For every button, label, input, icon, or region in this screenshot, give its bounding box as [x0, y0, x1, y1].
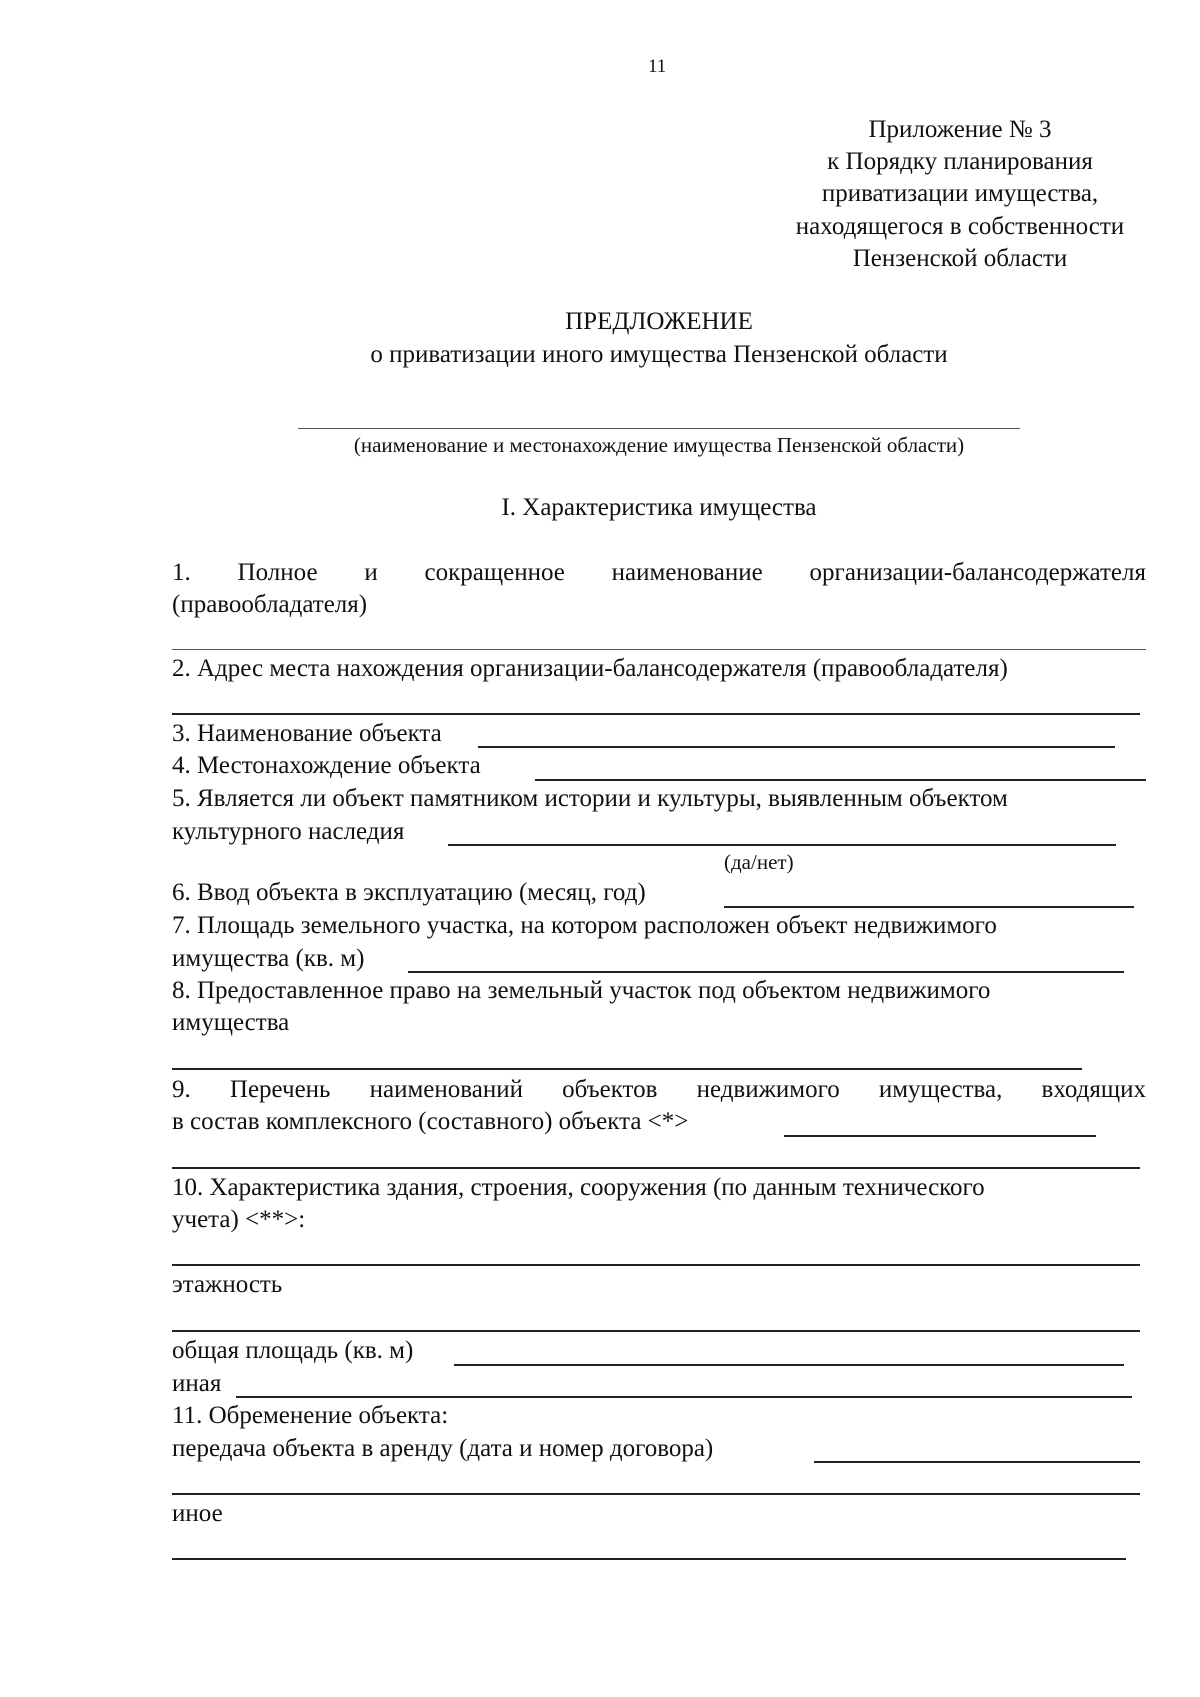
item-5-line-2: культурного наследия [172, 818, 405, 845]
total-area-field-line[interactable] [454, 1364, 1124, 1366]
document-title: ПРЕДЛОЖЕНИЕ [565, 308, 753, 335]
item-8-line-1: 8. Предоставленное право на земельный участок под объектом недвижимого [172, 977, 991, 1004]
item-9-line-1: 9. Перечень наименований объектов недвижимого имущества, входящих [172, 1076, 1146, 1103]
item-4-field-line[interactable] [535, 779, 1146, 781]
page-number: 11 [648, 56, 667, 77]
item-3-field-line[interactable] [478, 746, 1115, 748]
lease-field-line-a[interactable] [814, 1461, 1140, 1463]
item-9-field-line-b[interactable] [172, 1167, 1140, 1169]
item-10-field-line[interactable] [172, 1264, 1140, 1266]
item-7-line-1: 7. Площадь земельного участка, на котором расположен объект недвижимого [172, 912, 997, 939]
item-8-field-line[interactable] [172, 1068, 1082, 1070]
floors-field-line[interactable] [172, 1330, 1140, 1332]
total-area-label: общая площадь (кв. м) [172, 1337, 414, 1364]
item-10-line-1: 10. Характеристика здания, строения, сооружения (по данным технического [172, 1174, 985, 1201]
item-11-label: 11. Обременение объекта: [172, 1402, 449, 1429]
appendix-line-4: находящегося в собственности [795, 213, 1125, 240]
floors-label: этажность [172, 1271, 283, 1298]
appendix-line-5: Пензенской области [852, 245, 1068, 272]
item-5-field-line[interactable] [448, 844, 1116, 846]
appendix-line-1: Приложение № 3 [868, 116, 1052, 143]
item-3-label: 3. Наименование объекта [172, 720, 442, 747]
lease-label: передача объекта в аренду (дата и номер договора) [172, 1435, 714, 1462]
item-10-line-2: учета) <**>: [172, 1206, 306, 1233]
property-name-line[interactable] [298, 428, 1020, 429]
lease-field-line-b[interactable] [172, 1493, 1140, 1495]
item-6-label: 6. Ввод объекта в эксплуатацию (месяц, год) [172, 879, 646, 906]
item-5-line-1: 5. Является ли объект памятником истории и культуры, выявленным объектом [172, 785, 1008, 812]
item-2-label: 2. Адрес места нахождения организации-балансодержателя (правообладателя) [172, 655, 1008, 682]
item-8-line-2: имущества [172, 1009, 290, 1036]
item-1-line-1: 1. Полное и сокращенное наименование организации-балансодержателя [172, 559, 1146, 586]
other-field-line[interactable] [236, 1396, 1132, 1398]
item-9-field-line-a[interactable] [784, 1135, 1096, 1137]
property-name-caption: (наименование и местонахождение имущества Пензенской области) [353, 433, 965, 457]
section-title: I. Характеристика имущества [501, 494, 817, 521]
item-1-line-2: (правообладателя) [172, 591, 368, 618]
item-1-field-line[interactable] [172, 649, 1146, 650]
item-9-line-2: в состав комплексного (составного) объекта <*> [172, 1108, 689, 1135]
appendix-line-2: к Порядку планирования [827, 148, 1093, 175]
item-7-field-line[interactable] [408, 971, 1124, 973]
other-encumbrance-field-line[interactable] [172, 1558, 1126, 1560]
item-2-field-line[interactable] [172, 713, 1140, 715]
other-encumbrance-label: иное [172, 1500, 223, 1527]
item-5-caption: (да/нет) [724, 850, 794, 874]
item-7-line-2: имущества (кв. м) [172, 945, 365, 972]
document-subtitle: о приватизации иного имущества Пензенской области [370, 341, 948, 368]
appendix-line-3: приватизации имущества, [821, 180, 1099, 207]
item-4-label: 4. Местонахождение объекта [172, 752, 481, 779]
item-6-field-line[interactable] [724, 906, 1134, 908]
other-label: иная [172, 1370, 222, 1397]
